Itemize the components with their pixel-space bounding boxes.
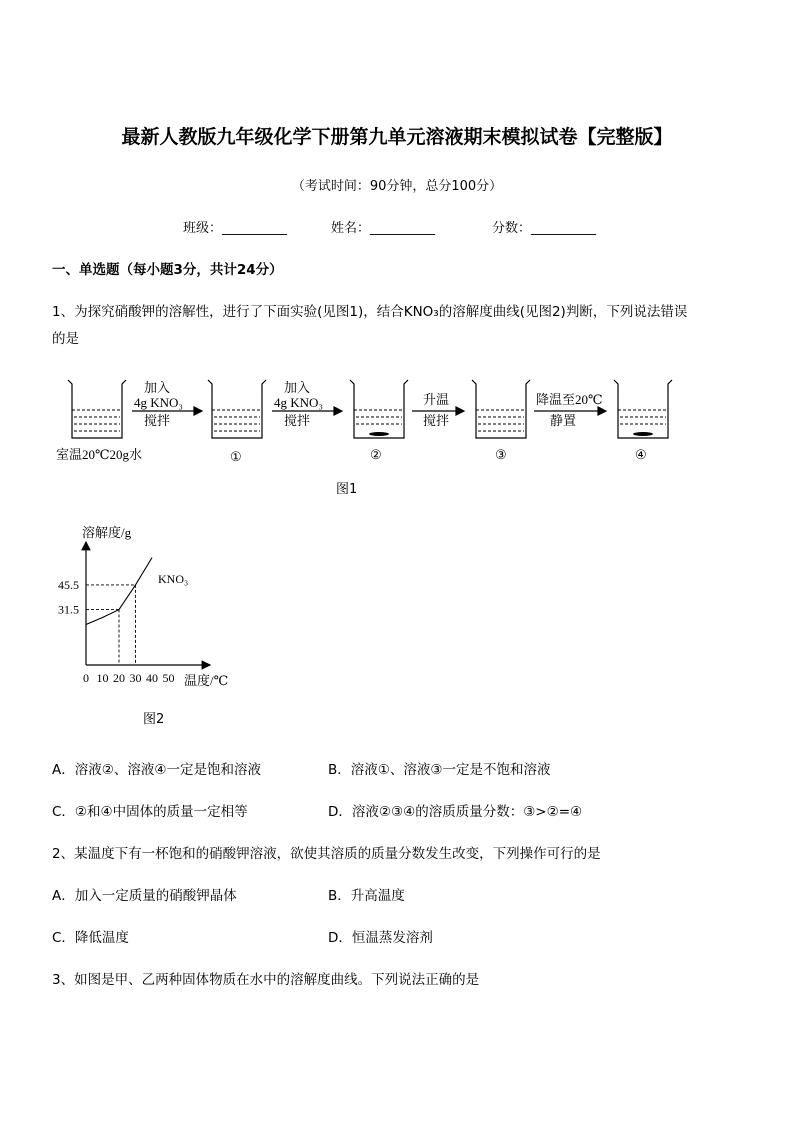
beaker-1 bbox=[208, 380, 266, 438]
x-tick-label: 20 bbox=[113, 671, 125, 685]
x-axis-label: 温度/℃ bbox=[184, 673, 229, 688]
step2-label-mid: 4g KNO₃ bbox=[274, 395, 323, 410]
question-2-text: 2、某温度下有一杯饱和的硝酸钾溶液，欲使其溶质的质量分数发生改变，下列操作可行的是 bbox=[52, 846, 601, 862]
figure-2-caption: 图2 bbox=[143, 712, 165, 727]
start-beaker-label: 室温20℃20g水 bbox=[56, 447, 143, 462]
x-tick-label: 40 bbox=[146, 671, 158, 685]
beaker-3 bbox=[472, 380, 530, 438]
y-tick-label: 31.5 bbox=[58, 602, 79, 617]
step2-label-bot: 搅拌 bbox=[284, 413, 311, 428]
q1-option-b[interactable]: B．溶液①、溶液③一定是不饱和溶液 bbox=[328, 762, 551, 778]
exam-subtitle: （考试时间：90分钟，总分100分） bbox=[291, 179, 503, 194]
step4-label-bot: 静置 bbox=[550, 413, 577, 428]
beaker-3-label: ③ bbox=[495, 447, 507, 462]
figure-2-solubility-chart bbox=[50, 520, 250, 695]
q2-option-a[interactable]: A．加入一定质量的硝酸钾晶体 bbox=[52, 888, 237, 904]
score-field[interactable]: 分数：__________ bbox=[492, 221, 597, 236]
y-axis-label: 溶解度/g bbox=[82, 525, 132, 540]
step1-label-bot: 搅拌 bbox=[144, 413, 171, 428]
question-1-text-cont: 的是 bbox=[52, 331, 79, 347]
solid-precipitate-4 bbox=[633, 432, 653, 436]
figure-1-caption: 图1 bbox=[336, 482, 358, 497]
step1-label-mid: 4g KNO₃ bbox=[134, 395, 183, 410]
step3-label-top: 升温 bbox=[423, 392, 450, 407]
name-field[interactable]: 姓名：__________ bbox=[331, 221, 436, 236]
beaker-2 bbox=[350, 380, 408, 438]
step3-label-bot: 搅拌 bbox=[423, 413, 450, 428]
beaker-1-label: ① bbox=[230, 449, 242, 464]
x-tick-label: 0 bbox=[83, 671, 89, 685]
step4-label-top: 降温至20℃ bbox=[536, 392, 603, 407]
beaker-start bbox=[68, 380, 126, 438]
step1-label-top: 加入 bbox=[144, 380, 171, 395]
step2-label-top: 加入 bbox=[284, 380, 311, 395]
q2-option-c[interactable]: C．降低温度 bbox=[52, 930, 129, 946]
figure-1-beakers bbox=[50, 370, 690, 470]
q1-option-d[interactable]: D．溶液②③④的溶质质量分数：③>②=④ bbox=[328, 804, 583, 820]
beaker-2-label: ② bbox=[370, 447, 382, 462]
q2-option-b[interactable]: B．升高温度 bbox=[328, 888, 405, 904]
x-tick-label: 50 bbox=[162, 671, 175, 685]
beaker-4 bbox=[614, 380, 672, 438]
solid-precipitate-2 bbox=[369, 432, 389, 436]
page-title: 最新人教版九年级化学下册第九单元溶液期末模拟试卷【完整版】 bbox=[121, 126, 673, 148]
q1-option-a[interactable]: A．溶液②、溶液④一定是饱和溶液 bbox=[52, 762, 261, 778]
q1-option-c[interactable]: C．②和④中固体的质量一定相等 bbox=[52, 804, 248, 820]
x-tick-label: 10 bbox=[96, 671, 109, 685]
class-field[interactable]: 班级：__________ bbox=[183, 221, 288, 236]
kno3-solubility-curve bbox=[86, 558, 152, 625]
x-tick-label: 30 bbox=[129, 671, 142, 685]
y-tick-label: 45.5 bbox=[58, 577, 79, 592]
beaker-4-label: ④ bbox=[635, 447, 647, 462]
question-3-text: 3、如图是甲、乙两种固体物质在水中的溶解度曲线。下列说法正确的是 bbox=[52, 972, 480, 988]
section-heading: 一、单选题（每小题3分，共计24分） bbox=[52, 262, 283, 278]
q2-option-d[interactable]: D．恒温蒸发溶剂 bbox=[328, 930, 433, 946]
series-label-kno3: KNO₃ bbox=[158, 572, 189, 586]
question-1-text: 1、为探究硝酸钾的溶解性，进行了下面实验(见图1)，结合KNO₃的溶解度曲线(见图2)判断，下列说法错误 bbox=[52, 304, 688, 320]
